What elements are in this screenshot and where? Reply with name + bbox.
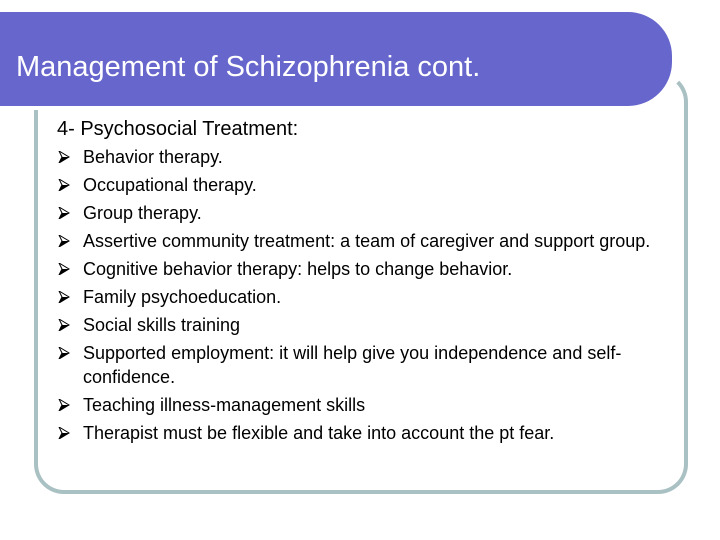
arrowhead-bullet-icon — [58, 291, 70, 303]
bullet-item — [58, 229, 658, 253]
arrowhead-bullet-icon — [58, 427, 70, 439]
arrowhead-bullet-icon — [58, 235, 70, 247]
bullet-item — [58, 341, 658, 389]
arrowhead-bullet-icon — [58, 207, 70, 219]
bullet-item — [58, 145, 658, 169]
bullet-text: Teaching illness-management skills — [83, 395, 366, 415]
bullet-item — [58, 285, 658, 309]
title-underline — [0, 106, 636, 110]
bullet-text: Behavior therapy. — [83, 147, 223, 167]
bullet-text: Supported employment: it will help give you independence and self-confidence. — [83, 343, 622, 387]
title-bar — [0, 12, 672, 106]
bullet-text: Social skills training — [83, 315, 241, 335]
section-subtitle: 4- Psychosocial Treatment: — [57, 118, 299, 140]
bullet-item — [58, 173, 658, 197]
arrowhead-bullet-icon — [58, 399, 70, 411]
bullet-item — [58, 421, 658, 445]
bullet-text: Family psychoeducation. — [83, 287, 282, 307]
bullet-item — [58, 313, 658, 337]
bullet-text: Therapist must be flexible and take into account the pt fear. — [83, 423, 555, 443]
bullet-text: Group therapy. — [83, 203, 202, 223]
bullet-item — [58, 393, 658, 417]
bullet-text: Cognitive behavior therapy: helps to change behavior. — [83, 259, 513, 279]
arrowhead-bullet-icon — [58, 263, 70, 275]
slide-title: Management of Schizophrenia cont. — [16, 51, 481, 83]
bullet-list — [58, 145, 658, 449]
bullet-text: Occupational therapy. — [83, 175, 257, 195]
bullet-text: Assertive community treatment: a team of caregiver and support group. — [83, 231, 651, 251]
arrowhead-bullet-icon — [58, 151, 70, 163]
arrowhead-bullet-icon — [58, 319, 70, 331]
arrowhead-bullet-icon — [58, 347, 70, 359]
bullet-item — [58, 257, 658, 281]
arrowhead-bullet-icon — [58, 179, 70, 191]
bullet-item — [58, 201, 658, 225]
